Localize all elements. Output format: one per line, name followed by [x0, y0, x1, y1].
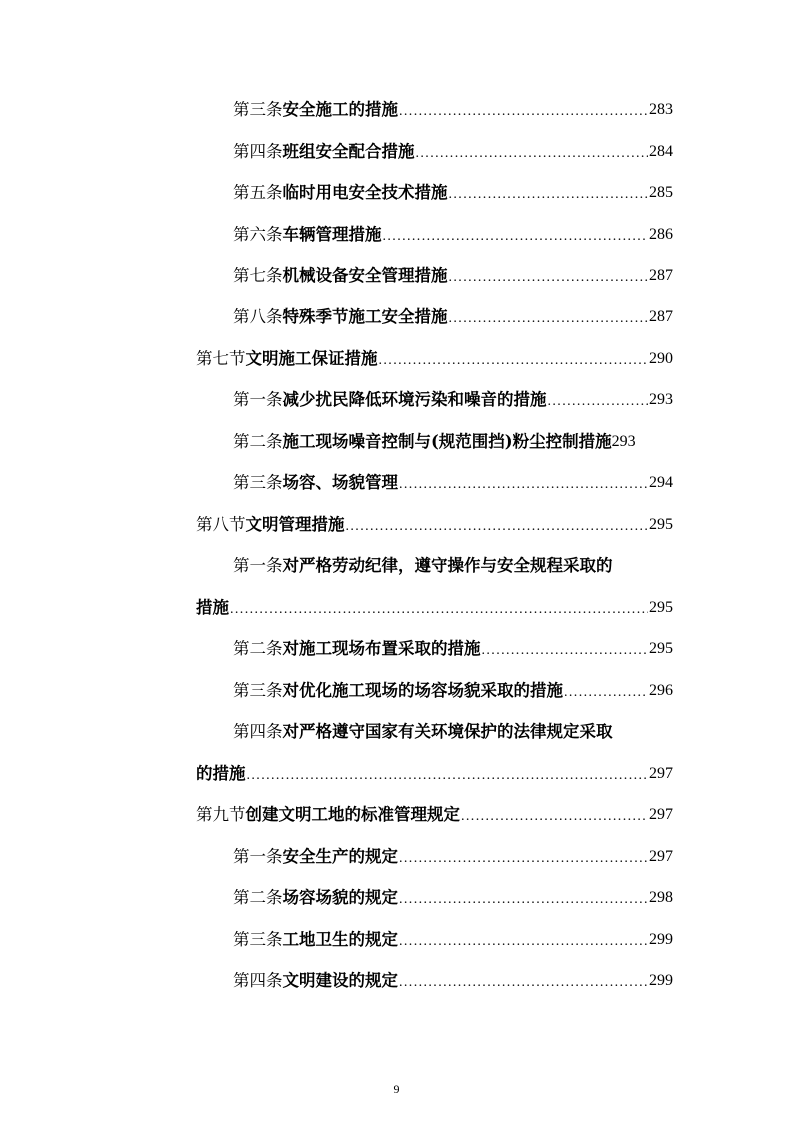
toc-entry[interactable] [233, 677, 673, 705]
toc-leader-dots [399, 473, 648, 497]
toc-entry[interactable] [233, 884, 673, 912]
toc-entry[interactable] [233, 303, 673, 331]
toc-leader-dots [482, 639, 649, 663]
toc-entry-continuation[interactable] [196, 760, 673, 788]
toc-entry-title: 文明施工保证措施 [245, 349, 378, 368]
toc-entry[interactable] [233, 96, 673, 124]
toc-entry[interactable] [233, 552, 673, 580]
toc-leader-dots [399, 888, 648, 912]
toc-entry-page: 298 [649, 889, 673, 906]
toc-entry-title: 班组安全配合措施 [282, 142, 415, 161]
toc-entry-label: 第二条 [233, 888, 283, 907]
toc-entry-label: 第八节 [196, 515, 246, 534]
toc-entry-label: 第六条 [233, 225, 283, 244]
toc-leader-dots [379, 349, 649, 373]
toc-entry-title: 对严格劳动纪律，遵守操作与安全规程采取的 [282, 556, 613, 575]
toc-entry-label: 第一条 [233, 556, 283, 575]
toc-entry[interactable] [233, 262, 673, 290]
toc-entry-page: 287 [649, 267, 673, 284]
toc-entry-label: 第八条 [233, 307, 283, 326]
toc-entry-title-continuation: 措施 [196, 598, 229, 617]
toc-entry-continuation[interactable] [196, 594, 673, 622]
toc-entry-label: 第七条 [233, 266, 283, 285]
toc-entry-label: 第二条 [233, 432, 283, 451]
toc-entry-page: 299 [649, 972, 673, 989]
toc-entry-title: 对施工现场布置采取的措施 [282, 639, 481, 658]
toc-entry[interactable] [233, 718, 673, 746]
toc-entry-label: 第七节 [196, 349, 246, 368]
toc-leader-dots [247, 764, 649, 788]
toc-entry-title: 文明管理措施 [245, 515, 345, 534]
toc-leader-dots [461, 805, 648, 829]
toc-entry-label: 第四条 [233, 722, 283, 741]
toc-leader-dots [449, 307, 649, 331]
toc-entry-page: 293 [611, 433, 636, 450]
toc-entry-page: 295 [649, 640, 673, 657]
toc-entry-page: 293 [649, 391, 673, 408]
toc-entry-label: 第一条 [233, 390, 283, 409]
toc-entry-label: 第三条 [233, 100, 283, 119]
toc-entry-page: 287 [649, 308, 673, 325]
toc-leader-dots [548, 390, 649, 414]
toc-entry-title: 车辆管理措施 [282, 225, 382, 244]
toc-entry-page: 283 [649, 101, 673, 118]
toc-entry-title: 施工现场噪音控制与(规范围挡)粉尘控制措施 [282, 432, 612, 451]
toc-entry-page: 295 [649, 599, 673, 616]
toc-entry-page: 296 [649, 682, 673, 699]
toc-entry-page: 297 [649, 765, 673, 782]
toc-entry[interactable] [233, 926, 673, 954]
toc-leader-dots [346, 515, 649, 539]
toc-leader-dots [449, 266, 649, 290]
toc-entry-page: 299 [649, 931, 673, 948]
toc-entry[interactable] [233, 138, 673, 166]
toc-entry-title: 工地卫生的规定 [282, 930, 398, 949]
toc-entry-label: 第一条 [233, 847, 283, 866]
toc-entry[interactable] [233, 221, 673, 249]
toc-entry-page: 285 [649, 184, 673, 201]
toc-entry-label: 第三条 [233, 681, 283, 700]
toc-entry[interactable] [233, 469, 673, 497]
toc-entry-title: 场容场貌的规定 [282, 888, 398, 907]
toc-entry-label: 第二条 [233, 639, 283, 658]
toc-entry-page: 297 [649, 806, 673, 823]
toc-section-entry[interactable] [196, 345, 673, 373]
toc-entry-title: 机械设备安全管理措施 [282, 266, 448, 285]
toc-entry-title-continuation: 的措施 [196, 764, 246, 783]
toc-entry-page: 297 [649, 848, 673, 865]
toc-entry-title: 特殊季节施工安全措施 [282, 307, 448, 326]
toc-entry-title: 文明建设的规定 [282, 971, 398, 990]
toc-entry-label: 第四条 [233, 142, 283, 161]
toc-leader-dots [449, 183, 649, 207]
toc-entry-title: 临时用电安全技术措施 [282, 183, 448, 202]
toc-entry-page: 295 [649, 516, 673, 533]
toc-leader-dots [399, 847, 648, 871]
toc-entry-title: 对严格遵守国家有关环境保护的法律规定采取 [282, 722, 613, 741]
toc-leader-dots [230, 598, 648, 622]
toc-entry-label: 第三条 [233, 473, 283, 492]
page-number: 9 [393, 1082, 400, 1096]
toc-entry-label: 第九节 [196, 805, 246, 824]
toc-entry-label: 第三条 [233, 930, 283, 949]
toc-entry[interactable] [233, 843, 673, 871]
toc-entry[interactable] [233, 179, 673, 207]
toc-entry-title: 减少扰民降低环境污染和噪音的措施 [282, 390, 547, 409]
toc-entry[interactable] [233, 967, 673, 995]
toc-section-entry[interactable] [196, 511, 673, 539]
toc-entry-page: 290 [649, 350, 673, 367]
toc-entry-title: 创建文明工地的标准管理规定 [245, 805, 460, 824]
toc-leader-dots [564, 681, 648, 705]
toc-entry-page: 286 [649, 226, 673, 243]
toc-section-entry[interactable] [196, 801, 673, 829]
toc-entry-label: 第四条 [233, 971, 283, 990]
toc-leader-dots [399, 971, 648, 995]
toc-entry[interactable] [233, 635, 673, 663]
toc-entry-title: 安全生产的规定 [282, 847, 398, 866]
toc-entry[interactable] [233, 428, 693, 456]
toc-leader-dots [399, 100, 648, 124]
toc-leader-dots [416, 142, 649, 166]
toc-entry[interactable] [233, 386, 673, 414]
toc-entry-page: 284 [649, 143, 673, 160]
toc-entry-title: 对优化施工现场的场容场貌采取的措施 [282, 681, 563, 700]
toc-leader-dots [399, 930, 648, 954]
toc-entry-label: 第五条 [233, 183, 283, 202]
toc-entry-title: 安全施工的措施 [282, 100, 398, 119]
toc-entry-title: 场容、场貌管理 [282, 473, 398, 492]
toc-entry-page: 294 [649, 474, 673, 491]
toc-leader-dots [383, 225, 649, 249]
